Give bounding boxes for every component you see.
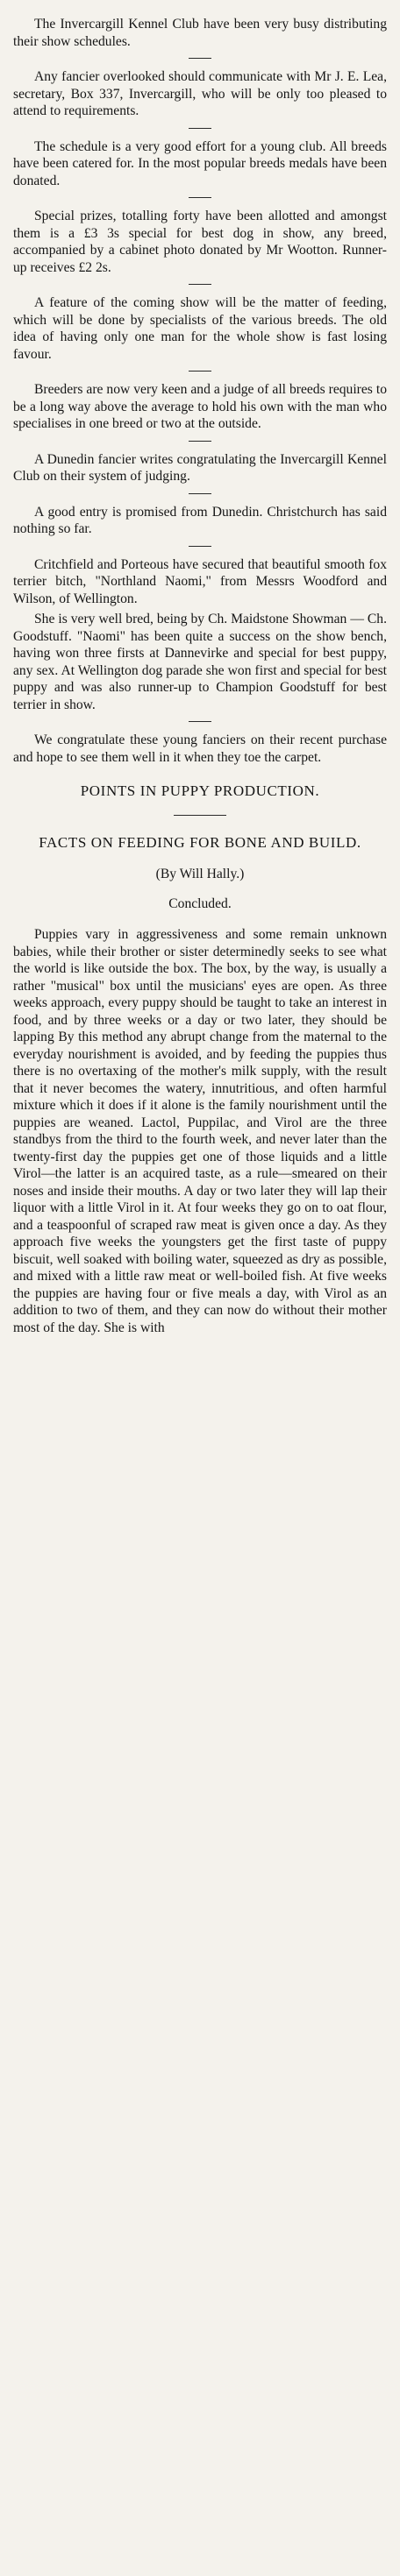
- separator-rule: [189, 197, 211, 198]
- separator-rule: [189, 128, 211, 129]
- note-paragraph: The schedule is a very good effort for a young club. All breeds have been catered for. In the most popular breeds medals have been donated.: [13, 138, 387, 188]
- note-paragraph: Any fancier overlooked should communicate with Mr J. E. Lea, secretary, Box 337, Invercargill, who will be only too pleased to attend to requirements.: [13, 69, 387, 118]
- separator-rule: [189, 284, 211, 285]
- separator-rule: [189, 58, 211, 59]
- separator-rule: [189, 371, 211, 372]
- note-paragraph: Special prizes, totalling forty have been allotted and amongst them is a £3 3s special for best dog in show, any breed, accompanied by a cabinet photo donated by Mr Wootton. Runner-up receives £2 2s.: [13, 209, 387, 275]
- separator-rule: [189, 546, 211, 547]
- note-paragraph: She is very well bred, being by Ch. Maidstone Showman — Ch. Goodstuff. "Naomi" has been quite a success on the show bench, having won three firsts at Dannevirke and special for best puppy, any sex. At Wellington dog parade she won first and special for best puppy and was also runner-up to Champion Goodstuff for best terrier in show.: [13, 612, 387, 712]
- heading-rule: [174, 815, 226, 816]
- article-byline: (By Will Hally.): [155, 867, 245, 881]
- note-paragraph: The Invercargill Kennel Club have been very busy distributing their show schedules.: [13, 17, 387, 49]
- note-paragraph: A Dunedin fancier writes congratulating the Invercargill Kennel Club on their system of judging.: [13, 451, 387, 484]
- separator-rule: [189, 441, 211, 442]
- note-paragraph: A good entry is promised from Dunedin. Christchurch has said nothing so far.: [13, 504, 387, 536]
- article-body: Puppies vary in aggressiveness and some remain unknown babies, while their brother or sister determinedly seeks to see what the world is like outside the box. The box, by the way, is usually a rather "musical" box until the musicians' eyes are open. As three weeks approach, every puppy should be taught to take an interest in food, and by three weeks or a day or two later, they should be lapping By this method any abrupt change from the maternal to the everyday nourishment is avoided, and by feeding the puppies thus there is no overtaxing of the mother's milk supply, with the result that it never becomes the watery, innutritious, and often harmful mixture which it does if it alone is the family nourishment until the puppies are weaned. Lactol, Puppilac, and Virol are the three standbys from the third to the fourth week, and never later than the twenty-first day the puppies get one of those liquids and a little Virol—the latter is an acquired taste, as a rule—smeared on their noses and inside their mouths. A day or two later they will lap their liquor with a little Virol in it. At four weeks they go on to oat flour, and a teaspoonful of scraped raw meat is given once a day. As they approach five weeks the youngsters get the first taste of puppy biscuit, well soaked with boiling water, squeezed as dry as possible, and mixed with a little raw meat or well-boiled fish. At five weeks the puppies are having four or five meals a day, with Virol as an addition to two of them, and they can now do without their mother most of the day. She is with: [13, 927, 387, 1335]
- separator-rule: [189, 721, 211, 722]
- note-paragraph: A feature of the coming show will be the matter of feeding, which will be done by specialists of the various breeds. The old idea of having only one man for the whole show is fast losing favour.: [13, 295, 387, 362]
- note-paragraph: We congratulate these young fanciers on their recent purchase and hope to see them well in it when they toe the carpet.: [13, 732, 387, 765]
- separator-rule: [189, 493, 211, 494]
- note-paragraph: Critchfield and Porteous have secured that beautiful smooth fox terrier bitch, "Northland Naomi," from Messrs Woodford and Wilson, of Wellington.: [13, 556, 387, 606]
- section-title: POINTS IN PUPPY PRODUCTION.: [80, 782, 320, 799]
- article-status: Concluded.: [168, 896, 232, 911]
- note-paragraph: Breeders are now very keen and a judge of all breeds requires to be a long way above the average to hold his own with the man who specialises in one breed or two at the outside.: [13, 382, 387, 431]
- newspaper-column: [11, 0, 389, 1336]
- article-title: FACTS ON FEEDING FOR BONE AND BUILD.: [39, 834, 361, 851]
